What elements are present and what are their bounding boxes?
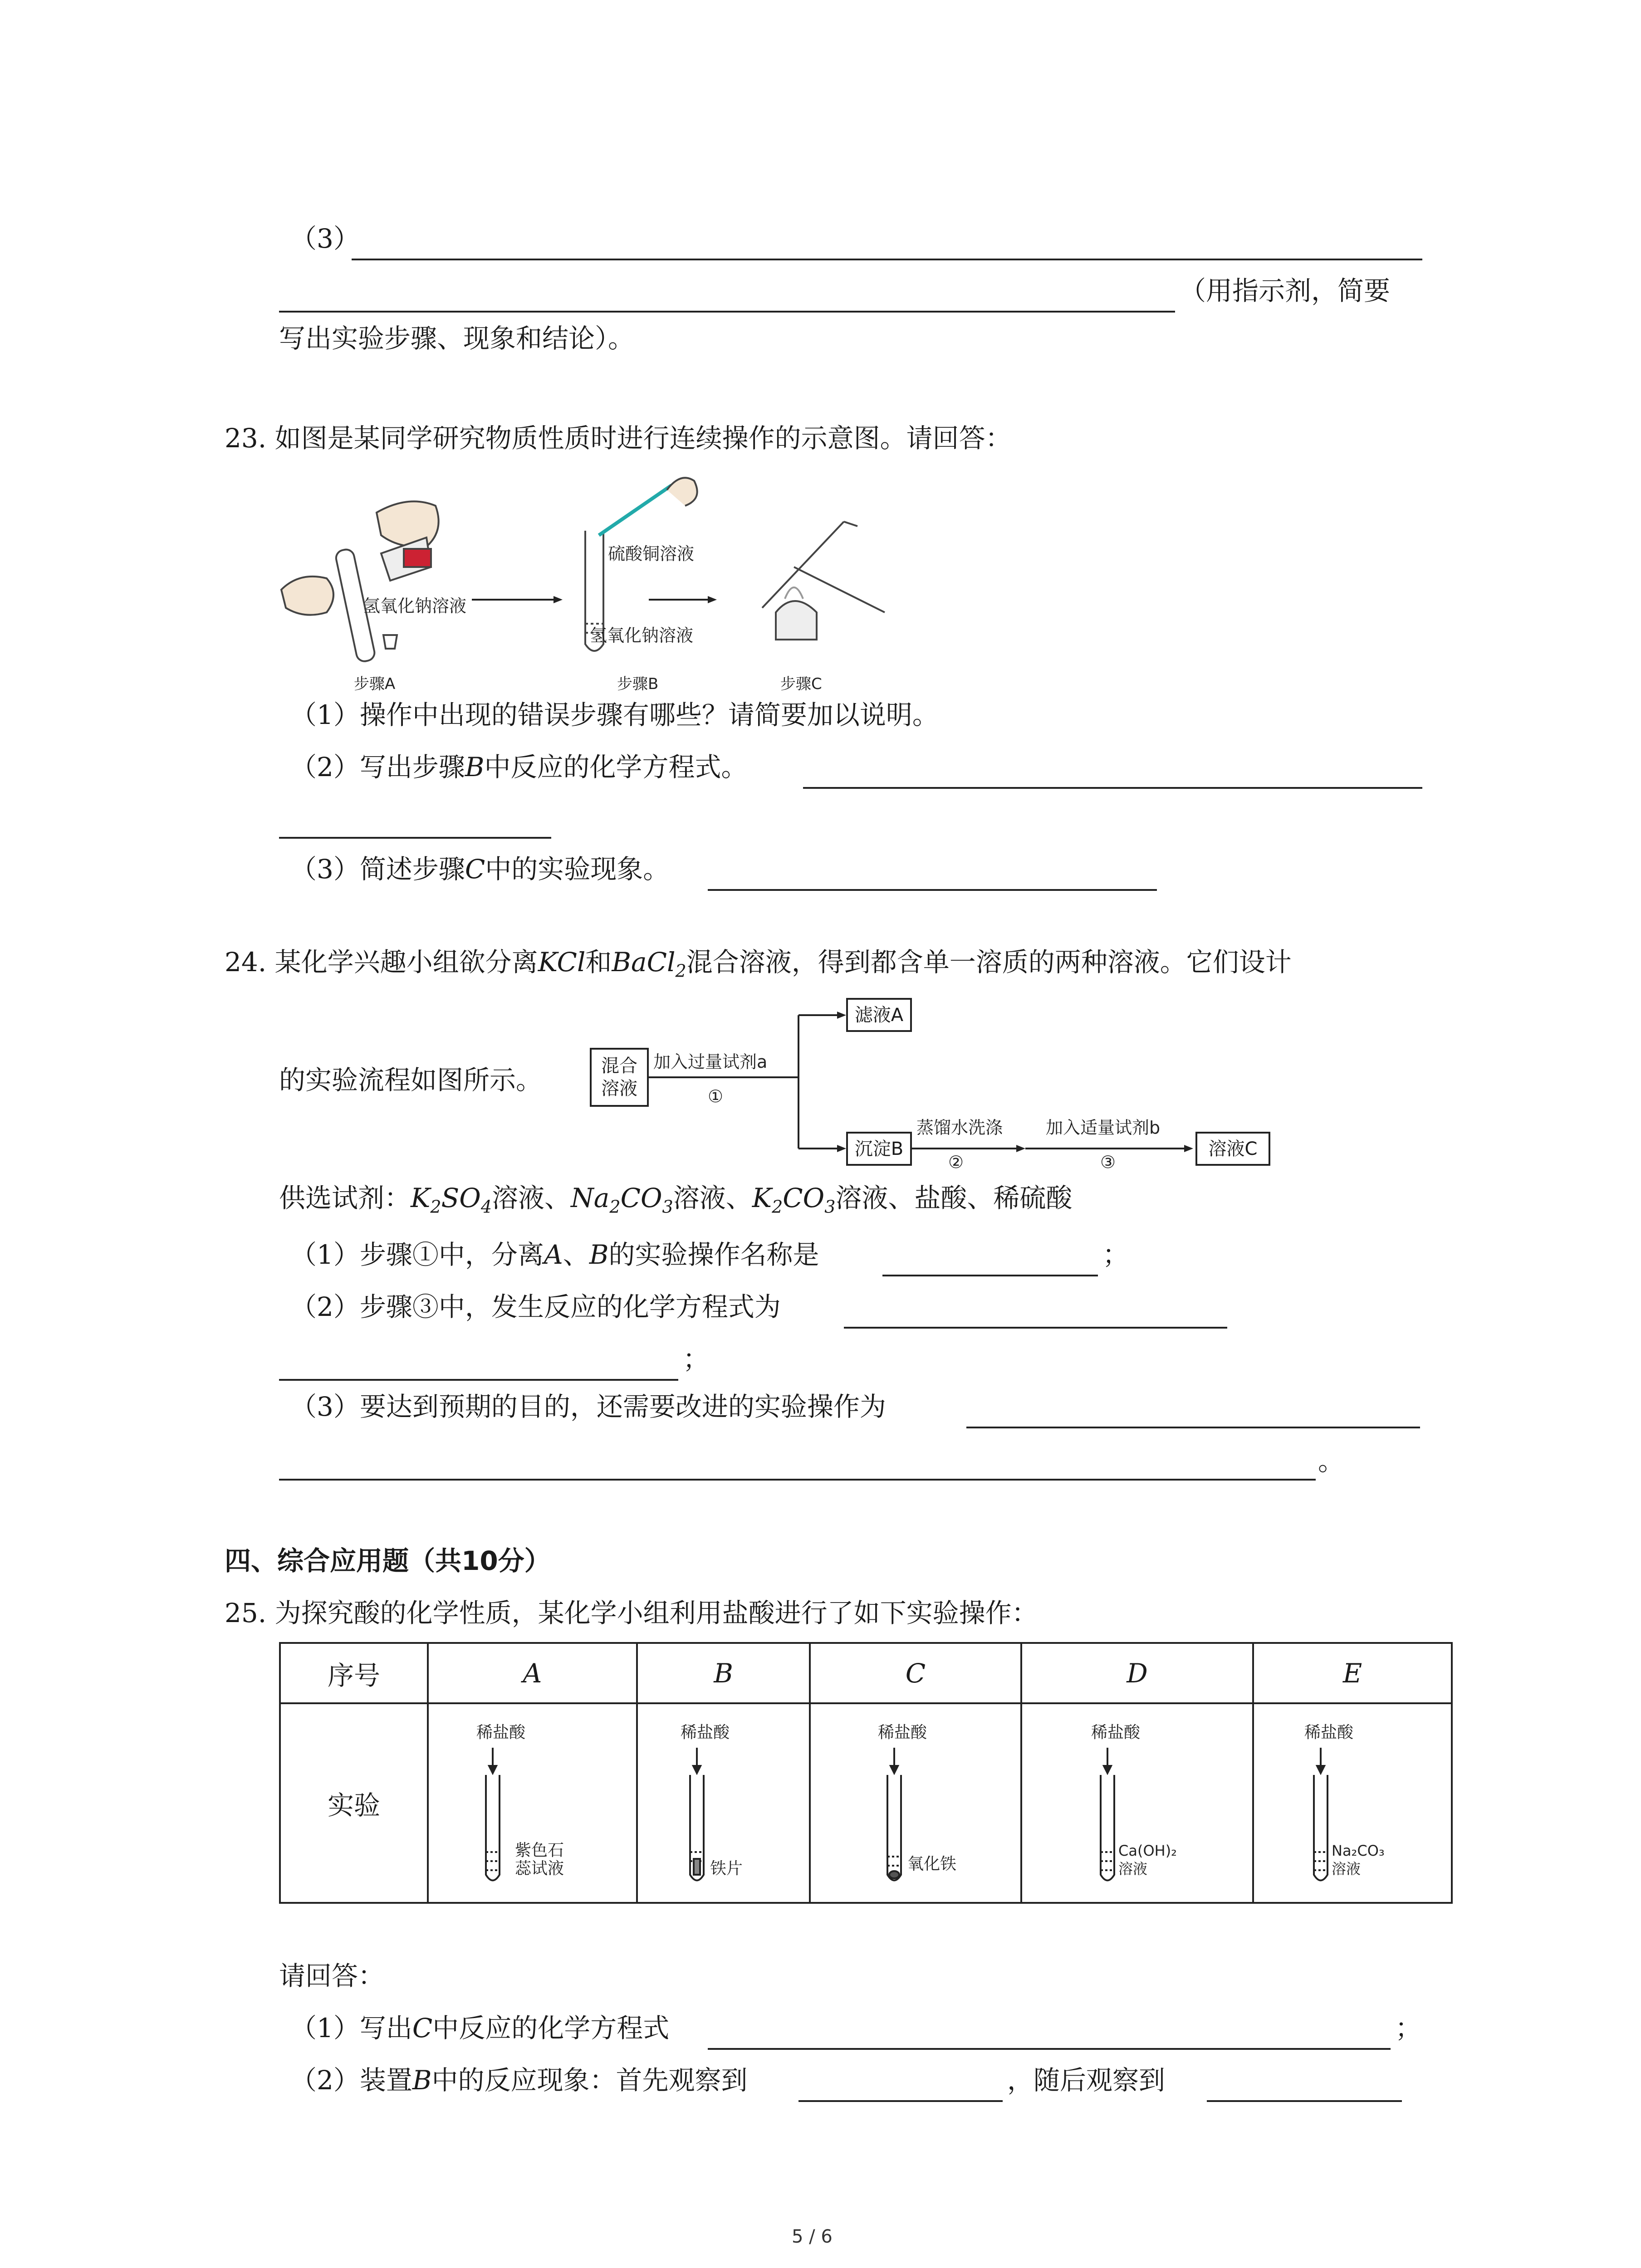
q25-q2-answer-line-2[interactable] xyxy=(1207,2100,1402,2102)
q25-stem: 25. 为探究酸的化学性质，某化学小组利用盐酸进行了如下实验操作： xyxy=(225,1598,1038,1628)
cell-c-content: 氧化铁 xyxy=(907,1855,957,1873)
flow-precipitate-b: 沉淀B xyxy=(846,1132,912,1166)
q25-q1-answer-line[interactable] xyxy=(708,2048,1391,2050)
table-row-header: 实验 xyxy=(279,1702,429,1904)
q23-q3-answer-line[interactable] xyxy=(708,889,1157,891)
cell-d-content: Ca(OH)₂ 溶液 xyxy=(1118,1842,1177,1877)
q25-q2: （2）装置B中的反应现象：首先观察到 xyxy=(290,2065,748,2096)
q23-step-b: 步骤B xyxy=(617,675,659,693)
flow-solution-c: 溶液C xyxy=(1195,1132,1270,1166)
q22-part3-label: （3） xyxy=(290,223,360,254)
q24-q2-answer-line-2[interactable] xyxy=(279,1379,678,1381)
q25-test-tubes xyxy=(427,1702,1453,1904)
q23-q2: （2）写出步骤B中反应的化学方程式。 xyxy=(290,752,748,782)
table-col-a: A xyxy=(427,1642,638,1704)
q24-q1: （1）步骤①中，分离A、B的实验操作名称是 xyxy=(290,1239,819,1270)
q24-q2: （2）步骤③中，发生反应的化学方程式为 xyxy=(290,1291,781,1322)
q23-q2-answer-line-2[interactable] xyxy=(279,837,551,839)
cell-c-acid-label: 稀盐酸 xyxy=(878,1723,927,1742)
q22-part3-hint-2: 写出实验步骤、现象和结论）。 xyxy=(279,323,635,354)
q23-q3: （3）简述步骤C中的实验现象。 xyxy=(290,854,670,885)
q23-stem: 23. 如图是某同学研究物质性质时进行连续操作的示意图。请回答： xyxy=(225,423,1012,454)
table-col-c: C xyxy=(809,1642,1022,1704)
table-col-b: B xyxy=(636,1642,811,1704)
table-col-e: E xyxy=(1252,1642,1453,1704)
q23-label-a-naoh: 氢氧化钠溶液 xyxy=(363,596,467,616)
q25-q2-answer-line-1[interactable] xyxy=(798,2100,1003,2102)
cell-a-content: 紫色石 蕊试液 xyxy=(515,1841,564,1878)
flow-step-3: ③ xyxy=(1100,1152,1116,1172)
cell-e-content: Na₂CO₃ 溶液 xyxy=(1332,1842,1385,1877)
q24-q3-end: 。 xyxy=(1318,1446,1345,1476)
q24-reagents: 供选试剂：$K_2SO_4$溶液、$Na_2CO_3$溶液、$K_2CO_3$溶液、盐酸、稀硫酸 xyxy=(279,1183,1073,1217)
q25-q2-mid: ，随后观察到 xyxy=(1007,2065,1166,2096)
q22-part3-answer-line-1[interactable] xyxy=(352,259,1422,260)
table-col-d: D xyxy=(1020,1642,1254,1704)
cell-d-acid-label: 稀盐酸 xyxy=(1091,1723,1141,1742)
page-number: 5 / 6 xyxy=(792,2226,833,2247)
q23-q1: （1）操作中出现的错误步骤有哪些？请简要加以说明。 xyxy=(290,699,939,730)
q24-q1-end: ； xyxy=(1102,1239,1129,1270)
q23-step-a: 步骤A xyxy=(354,675,396,693)
table-col-header: 序号 xyxy=(279,1642,429,1704)
flow-mixed-solution: 混合 溶液 xyxy=(590,1048,649,1107)
flow-add-reagent-a: 加入过量试剂a xyxy=(653,1052,768,1072)
cell-b-acid-label: 稀盐酸 xyxy=(681,1723,730,1742)
cell-e-acid-label: 稀盐酸 xyxy=(1304,1723,1354,1742)
step-a-illustration xyxy=(281,501,439,663)
cell-b-content: 铁片 xyxy=(710,1859,743,1878)
q24-q3-answer-line-2[interactable] xyxy=(279,1479,1316,1481)
q23-label-b-cuso4: 硫酸铜溶液 xyxy=(608,544,695,564)
cell-a-acid-label: 稀盐酸 xyxy=(476,1723,526,1742)
q22-part3-hint: （用指示剂，简要 xyxy=(1180,275,1391,306)
q25-q1-end: ； xyxy=(1395,2013,1422,2043)
q22-part3-answer-line-2[interactable] xyxy=(279,311,1175,313)
q24-q3: （3）要达到预期的目的，还需要改进的实验操作为 xyxy=(290,1391,886,1422)
flow-add-reagent-b: 加入适量试剂b xyxy=(1046,1118,1161,1138)
flow-step-2: ② xyxy=(948,1152,964,1172)
q24-stem-2: 的实验流程如图所示。 xyxy=(279,1065,543,1095)
q24-stem: 24. 某化学兴趣小组欲分离KCl和BaCl$_2$混合溶液，得到都含单一溶质的两种溶液。它们设计 xyxy=(225,947,1292,981)
q23-q2-answer-line-1[interactable] xyxy=(803,787,1422,789)
q24-q3-answer-line-1[interactable] xyxy=(966,1427,1420,1428)
q23-experiment-figure xyxy=(272,463,930,699)
q24-q1-answer-line[interactable] xyxy=(882,1275,1098,1276)
flow-step-1: ① xyxy=(708,1086,724,1106)
step-c-illustration xyxy=(762,522,885,640)
flow-filtrate-a: 滤液A xyxy=(846,998,912,1032)
q25-answer-prompt: 请回答： xyxy=(279,1960,385,1991)
q24-q2-end: ； xyxy=(683,1344,710,1374)
q23-step-c: 步骤C xyxy=(780,675,822,693)
section-4-title: 四、综合应用题（共10分） xyxy=(225,1545,551,1576)
q25-q1: （1）写出C中反应的化学方程式 xyxy=(290,2013,670,2043)
q24-q2-answer-line-1[interactable] xyxy=(844,1327,1227,1329)
flow-wash: 蒸馏水洗涤 xyxy=(916,1118,1003,1138)
q23-label-b-naoh: 氢氧化钠溶液 xyxy=(590,626,694,645)
